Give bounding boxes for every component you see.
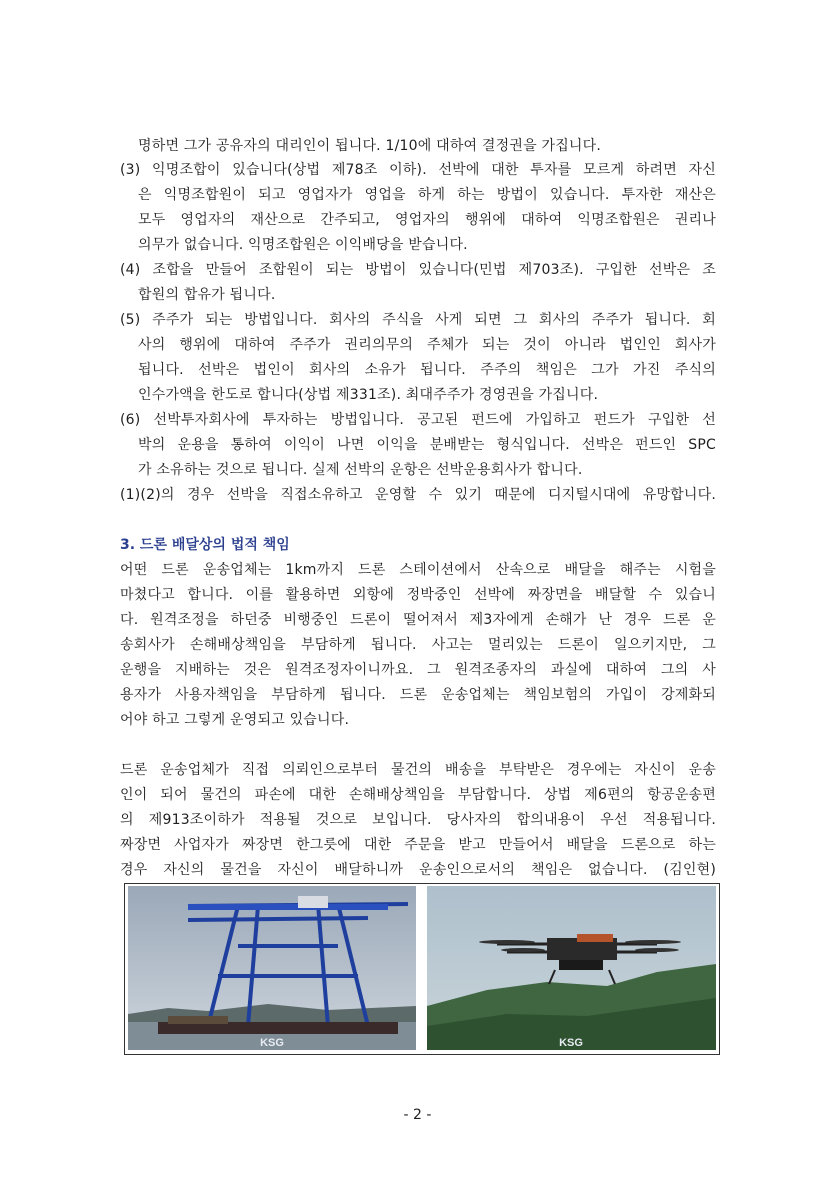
text-line: 명하면 그가 공유자의 대리인이 됩니다. 1/10에 대하여 결정권을 가집니다. <box>138 138 602 154</box>
watermark: KSG <box>559 1037 583 1049</box>
photo-frame <box>124 883 720 1055</box>
text-line: 인수가액을 한도로 합니다(상법 제331조). 최대주주가 경영권을 가집니다. <box>138 387 599 403</box>
text-line: 됩니다. 선박은 법인이 회사의 소유가 됩니다. 주주의 책임은 그가 가진 주식의 <box>138 362 716 378</box>
text-line: 마쳤다고 합니다. 이를 활용하면 외항에 정박중인 선박에 짜장면을 배달할 수 있습니 <box>120 587 716 603</box>
section-heading: 3. 드론 배달상의 법적 책임 <box>120 537 290 553</box>
text-line: (6) 선박투자회사에 투자하는 방법입니다. 공고된 펀드에 가입하고 펀드가 구입한 선 <box>120 412 716 428</box>
text-line: 사의 행위에 대하여 주주가 권리의무의 주체가 되는 것이 아니라 법인인 회사가 <box>138 337 716 353</box>
page-number: - 2 - <box>403 1107 432 1123</box>
text-line: 가 소유하는 것으로 됩니다. 실제 선박의 운항은 선박운용회사가 합니다. <box>138 462 583 478</box>
text-line: 합원의 합유가 됩니다. <box>138 287 276 303</box>
text-line: 인이 되어 물건의 파손에 대한 손해배상책임을 부담합니다. 상법 제6편의 항공운송편 <box>120 787 716 803</box>
text-line: 어야 하고 그렇게 운영되고 있습니다. <box>120 712 350 728</box>
text-line: 의무가 없습니다. 익명조합원은 이익배당을 받습니다. <box>138 237 468 253</box>
crane-photo <box>128 886 416 1050</box>
text-line: 운행을 지배하는 것은 원격조정자이니까요. 그 원격조종자의 과실에 대하여 그의 사 <box>120 662 716 678</box>
text-line: 경우 자신의 물건을 자신이 배달하니까 운송인으로서의 책임은 없습니다. (김인현) <box>120 862 716 878</box>
text-line: 용자가 사용자책임을 부담하게 됩니다. 드론 운송업체는 책임보험의 가입이 강제화되 <box>120 687 716 703</box>
text-line: (1)(2)의 경우 선박을 직접소유하고 운영할 수 있기 때문에 디지털시대에 유망합니다. <box>120 487 716 503</box>
text-line: (5) 주주가 되는 방법입니다. 회사의 주식을 사게 되면 그 회사의 주주가 됩니다. 회 <box>120 312 716 328</box>
text-line: (4) 조합을 만들어 조합원이 되는 방법이 있습니다(민법 제703조). 구입한 선박은 조 <box>120 262 716 278</box>
text-line: 다. 원격조정을 하던중 비행중인 드론이 떨어져서 제3자에게 손해가 난 경우 드론 운 <box>120 612 716 628</box>
text-line: 어떤 드론 운송업체는 1km까지 드론 스테이션에서 산속으로 배달을 해주는 시험을 <box>120 562 716 578</box>
text-line: 드론 운송업체가 직접 의뢰인으로부터 물건의 배송을 부탁받은 경우에는 자신이 운송 <box>120 762 716 778</box>
text-line: (3) 익명조합이 있습니다(상법 제78조 이하). 선박에 대한 투자를 모르게 하려면 자신 <box>120 162 716 178</box>
text-line: 박의 운용을 통하여 이익이 나면 이익을 분배받는 형식입니다. 선박은 펀드인 SPC <box>138 437 716 453</box>
watermark: KSG <box>260 1037 284 1049</box>
text-line: 의 제913조이하가 적용될 것으로 보입니다. 당사자의 합의내용이 우선 적용됩니다. <box>120 812 716 828</box>
drone-photo <box>427 886 716 1050</box>
text-line: 모두 영업자의 재산으로 간주되고, 영업자의 행위에 대하여 익명조합원은 권리나 <box>138 212 716 228</box>
text-line: 은 익명조합원이 되고 영업자가 영업을 하게 하는 방법이 있습니다. 투자한 재산은 <box>138 187 716 203</box>
text-line: 짜장면 사업자가 짜장면 한그릇에 대한 주문을 받고 만들어서 배달을 드론으로 하는 <box>120 837 716 853</box>
text-line: 송회사가 손해배상책임을 부담하게 됩니다. 사고는 멀리있는 드론이 일으키지만, 그 <box>120 637 716 653</box>
